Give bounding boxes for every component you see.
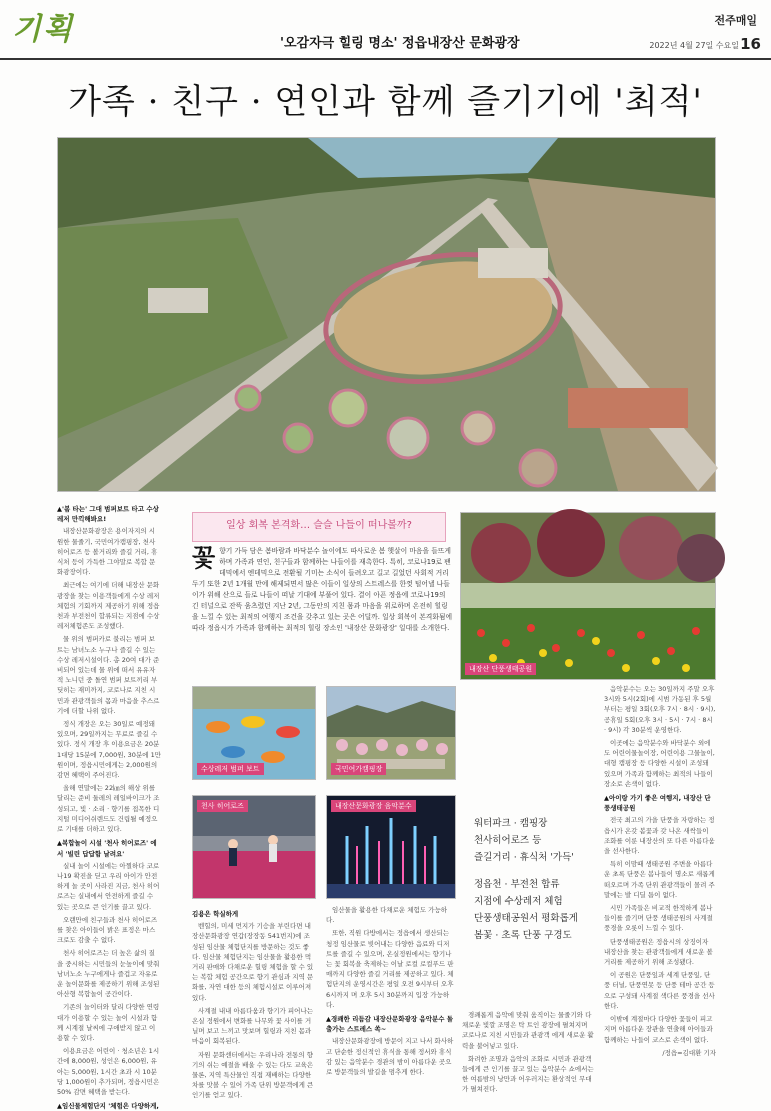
lead-drop-cap: 꽃 xyxy=(192,543,216,572)
column-4 xyxy=(462,1010,594,1098)
col3-para-3: 내장산문화광장에 방문이 지고 나서 화사하고 단순한 정신적인 휴식을 통해 정서와 휴식감 있는 음악분수 경관의 밤이 아름다운 곳으로 방문객들의 발길을 멈추게 한다. xyxy=(326,1037,454,1077)
column-1 xyxy=(57,500,161,1111)
col1-sub-2: ▲복합놀이 시설 '천사 히어로즈' 에서 '빌린 답답함 날려요' xyxy=(57,839,157,858)
col5-para-2: 이곳에는 음악분수와 바닥분수 외에도 어린이물놀이장, 어린이용 그물놀이, 대형 캠핑장 등 다양한 시설이 조성돼 있으며 가족과 함께하는 최적의 나들이 장소로 손색이 없다. xyxy=(604,739,715,788)
col1-sub-1: ▲'봄 타는' 그대 범퍼보트 타고 수상레저 만끽해봐요! xyxy=(57,505,159,524)
col1-para-3: 물 위의 범퍼카로 불리는 범퍼 보트는 남녀노소 누구나 즐길 수 있는 수상 레저시설이다. 총 20여 대가 준비되어 있는데 물 위에 떠서 유유자적 노니던 중 돌연 범퍼 보트끼리 부딪히는 재미까지, 코로나로 지친 시민과 관광객들의 몸과 마음을 추스르기에 더할 나위 없다. xyxy=(57,635,160,715)
column-5 xyxy=(604,684,716,1098)
col3-para-1: 임산물을 활용한 다채로운 체험도 가능하다. xyxy=(326,906,448,925)
trampoline-caption: 천사 히어로즈 xyxy=(197,800,248,812)
col5-byline: /정읍=김대환 기자 xyxy=(662,1048,716,1057)
pull-line-1: 워터파크 · 캠핑장 xyxy=(474,818,548,829)
col4-para-2: 화려한 조명과 음악의 조화로 시민과 관광객들에게 큰 인기를 끌고 있는 음악분수 쇼에서는 한 여름밤의 낭만과 어우러지는 환상적인 무대가 펼쳐진다. xyxy=(462,1054,594,1094)
bumper-boat-photo xyxy=(192,686,316,780)
pull-line-2: 천사히어로즈 등 xyxy=(474,835,542,846)
col1-para-1: 내장산문화광장은 용이자지의 시원한 물줄기, 국민여가캠핑장, 천사 히어로즈 등 볼거리와 즐길 거리, 휴식처 등이 가득한 그야말로 복합 문화광장이다. xyxy=(57,527,158,577)
col1-para-6: 실내 놀이 시설에는 아찔하다 코로나19 확진을 딛고 우리 아이가 안전하게 놀 곳이 사라진 지금, 천사 히어로즈는 실내에서 안전하게 즐길 수 있는 곳으로 큰 인기를 끌고 있다. xyxy=(57,861,160,911)
col2-para-1: 김용은 학실하게 xyxy=(192,910,239,918)
col1-para-2: 최근에는 여기에 더해 내장산 문화광장을 찾는 이용객들에게 수상 레저 체험의 기회까지 제공하기 위해 정읍천과 부전천이 합류되는 지점에 수상레저체험존도 조성했다. xyxy=(57,581,160,631)
col5-para-3: 전국 최고의 가을 단풍을 자랑하는 정읍시가 온갖 봄꽃과 갖 나온 새싹들이 조화를 이룬 내장산의 또 다른 아름다움을 선사한다. xyxy=(604,816,715,856)
headline: 가족 · 친구 · 연인과 함께 즐기기에 '최적' xyxy=(68,82,703,122)
camping-photo xyxy=(326,686,456,780)
col1-para-8: 천사 히어로즈는 더 높은 삶의 질을 중시하는 시민들의 눈높이에 맞춰 남녀노소 누구에게나 즐겁고 자유로운 놀이문화를 제공하기 위해 조성된 아산형 복합놀이 공간이다. xyxy=(57,949,160,999)
trampoline-photo xyxy=(192,795,316,899)
col5-para-4: 특히 이맘때 생태공원 주변을 아름다운 초록 단풍은 봄나들이 명소로 새롭게 떠오르며 가족 단위 관광객들이 몰려 주말에는 발 디딜 틈이 없다. xyxy=(604,860,715,899)
col4-para-1: 경쾌롭게 음악에 맞춰 움직이는 물줄기와 다채로운 빛깔 조명은 탁 트인 광장에 펼쳐지며 코로나로 지친 시민들과 관광객 에게 새로운 활력을 불어넣고 있다. xyxy=(462,1011,594,1050)
pull-line-8: 봄꽃 · 초록 단풍 구경도 xyxy=(474,930,572,941)
header-divider xyxy=(0,58,771,60)
pull-quote xyxy=(474,815,594,965)
tulip-photo-image xyxy=(461,513,715,679)
aerial-photo xyxy=(57,137,716,492)
bumper-caption: 수상레저 범퍼 보트 xyxy=(197,763,264,775)
col1-sub-3: ▲임신물체험단지 '체험은 다양하게, xyxy=(57,1102,159,1111)
col5-para-8: 이밖에 계절마다 다양한 꽃들이 피고 지며 아름다운 장관을 연출해 아이들과 함께하는 나들이 코스로 손색이 없다. xyxy=(604,1015,713,1044)
col2-para-4: 자원 문화센터에서는 우리나라 전통의 향기의 쉬는 예절을 배울 수 있는 다도 교육은 물론, 지역 특산물인 직접 재배하는 다양한 차를 맛볼 수 있어 가족 단위 방문객에게 큰 인기를 얻고 있다. xyxy=(192,1050,314,1100)
fountain-photo xyxy=(326,795,456,899)
tulip-photo xyxy=(460,512,716,680)
issue-date: 2022년 4월 27일 수요일 xyxy=(649,41,739,50)
topic-title: '오감자극 힐링 명소' 정읍내장산 문화광장 xyxy=(280,36,520,51)
pull-line-5: 정읍천 · 부전천 합류 xyxy=(474,879,560,890)
col5-sub-1: ▲아이랑 가기 좋은 여행지, 내장산 단풍생태공원 xyxy=(604,794,711,813)
lead-text: 향기 가득 담은 봄바람과 바닥분수 놀이에도 따사로운 봄 햇살이 마음을 들뜨게 하며 가족과 연인, 친구들과 함께하는 나들이를 재촉한다. 특히, 코로나19로 팬데믹에서 엔데믹으로 전환될 기미는 소식이 들려오고 길고 길었던 사회적 거리두기 또한 2년 1개월 만에 해제되면서 많은 이들이 일상의 스트레스를 한껏 털어낼 나들이가 위해 산으로 들로 나들이 떠날 기대에 부풀어 있다. 결이 아픈 정읍에 코로나19의 긴 터널으로 잔뜩 움츠렸던 지난 2년, 그동안의 지친 몸과 마음을 위로하며 온전히 힐링을 느낄 수 있는 최적의 여행지 조건을 갖추고 있는 곳은 어딜까. 일상 회복이 본격화됨에 따라 정읍시가 가족과 함께하는 최적의 힐링 장소인 '내장산 문화광장' 일대를 소개한다. xyxy=(192,547,453,632)
col3-para-2: 또한, 직원 다방에서는 정읍에서 생산되는 청정 임산물로 빚어내는 다양한 음료와 디저트를 즐길 수 있으며, 온실정원에서는 향기나는 꽃 회복을 축제하는 이날 로컬 로컬푸드 판매까지 다양한 즐길 거리를 제공하고 있다. 체험단지의 운영시간은 평일 오전 9시부터 오후 6시까지 며 오후 5시 30분까지 입장 가능하다. xyxy=(326,929,454,1009)
pull-line-7: 단풍생태공원서 평화롭게 xyxy=(474,913,578,924)
col2-para-2: 벤힐의, 미세 먼지가 기승을 부린다면 내장산문화광장 연갑(장장동 541번지)에 조성된 임산물 체험단지를 방문하는 것도 좋다. 임산물 체험단지는 임산물을 활용한 먹거리 판매와 다채로운 힐링 체험을 할 수 있는 복합 체험 공간으로 향기 관심과 지역 문화를, 자연 대한 등의 체험시설로 이루어져 있다. xyxy=(192,922,314,1002)
tulip-caption: 내장산 단풍생태공원 xyxy=(465,663,536,675)
col5-para-1: 음악분수는 오는 30일까지 주말 오후 3시와 5시(2회)에 시범 가동된 후 5월부터는 평일 3회(오후 7시 · 8시 · 9시), 공휴일 5회(오후 3시 · 5시 · 7시 · 8시 · 9시) 각 30분씩 운영한다. xyxy=(604,685,716,734)
newspaper-name: 전주매일 xyxy=(714,14,757,27)
pull-line-4 xyxy=(474,866,594,876)
col1-para-4: 정식 개장은 오는 30일로 예정돼 있으며, 29일까지는 무료로 즐길 수 있다. 정식 개장 후 이용요금은 20분 1대당 15분에 7,000원, 30분에 1만원이며, 정읍시민에게는 2,000원의 감면 혜택이 주어진다. xyxy=(57,720,161,780)
lead-paragraph xyxy=(192,543,454,676)
col1-para-10: 이용요금은 어린이 · 청소년은 1시간에 8,000원, 성인은 6,000원, 유아는 5,000원, 1시간 초과 시 10분당 1,000원이 추가되며, 정읍시민은 50% 감면 혜택을 받는다. xyxy=(57,1047,160,1096)
column-2 xyxy=(192,905,314,1098)
col1-para-5: 올해 연말에는 22㎞의 해상 위를 달리는 준비 둘레의 레일바이크가 조성되고, 빛 · 소리 · 향기를 접목한 디지털 미디어쉬렌드도 건립될 예정으로 기대를 더하고 있다. xyxy=(57,784,160,834)
quote-banner: 일상 회복 본격화… 슬슬 나들이 떠나볼까? xyxy=(192,512,446,542)
camping-caption: 국민여가캠핑장 xyxy=(331,763,386,775)
col5-para-5: 시민 가족들은 비교적 한적하게 봄나들이를 즐기며 단풍 생태공원의 사계절 풍경을 오롯이 느낄 수 있다. xyxy=(604,904,713,933)
aerial-photo-image xyxy=(58,138,715,491)
col2-para-3: 사계절 내내 아름다움과 향기가 피어나는 온실 정원에서 변화를 나무와 꽃 사이를 거닐며 보고 느끼고 맛보며 힐링과 지친 몸과 마음이 회복된다. xyxy=(192,1006,314,1046)
col5-para-7: 이 공원은 단풍잎과 세계 단풍잎, 단풍 터널, 단풍연못 등 단풍 테마 공간 등으로 구성돼 사계절 색다른 풍경을 선사한다. xyxy=(604,971,715,1010)
col1-para-7: 오랜만에 친구들과 천사 히어로즈를 찾은 아이들이 밝은 표정은 마스크로도 감출 수 없다. xyxy=(57,915,158,945)
column-3 xyxy=(326,905,454,1098)
col1-para-9: 기존의 놀이터와 달리 다양한 연령대가 이용할 수 있는 놀이 시설과 함께 시계절 날씨에 구애받지 않고 이용할 수 있다. xyxy=(57,1003,160,1042)
pull-line-3: 즐길거리 · 휴식처 '가득' xyxy=(474,852,574,863)
col3-sub-1: ▲경쾌한 리듬감 내장산문화광장 음악분수 돌출가는 스트레스 쏙~ xyxy=(326,1015,454,1034)
fountain-caption: 내장산문화광장 음악분수 xyxy=(331,800,416,812)
section-label: 기획 xyxy=(12,12,74,47)
col5-para-6: 단풍생태공원은 정읍시의 상징이자 내장산을 찾는 관광객들에게 새로운 볼거리를 제공하기 위해 조성됐다. xyxy=(604,937,713,967)
pull-line-6: 지점에 수상레저 체험 xyxy=(474,896,563,907)
page-number: 16 xyxy=(740,35,761,53)
